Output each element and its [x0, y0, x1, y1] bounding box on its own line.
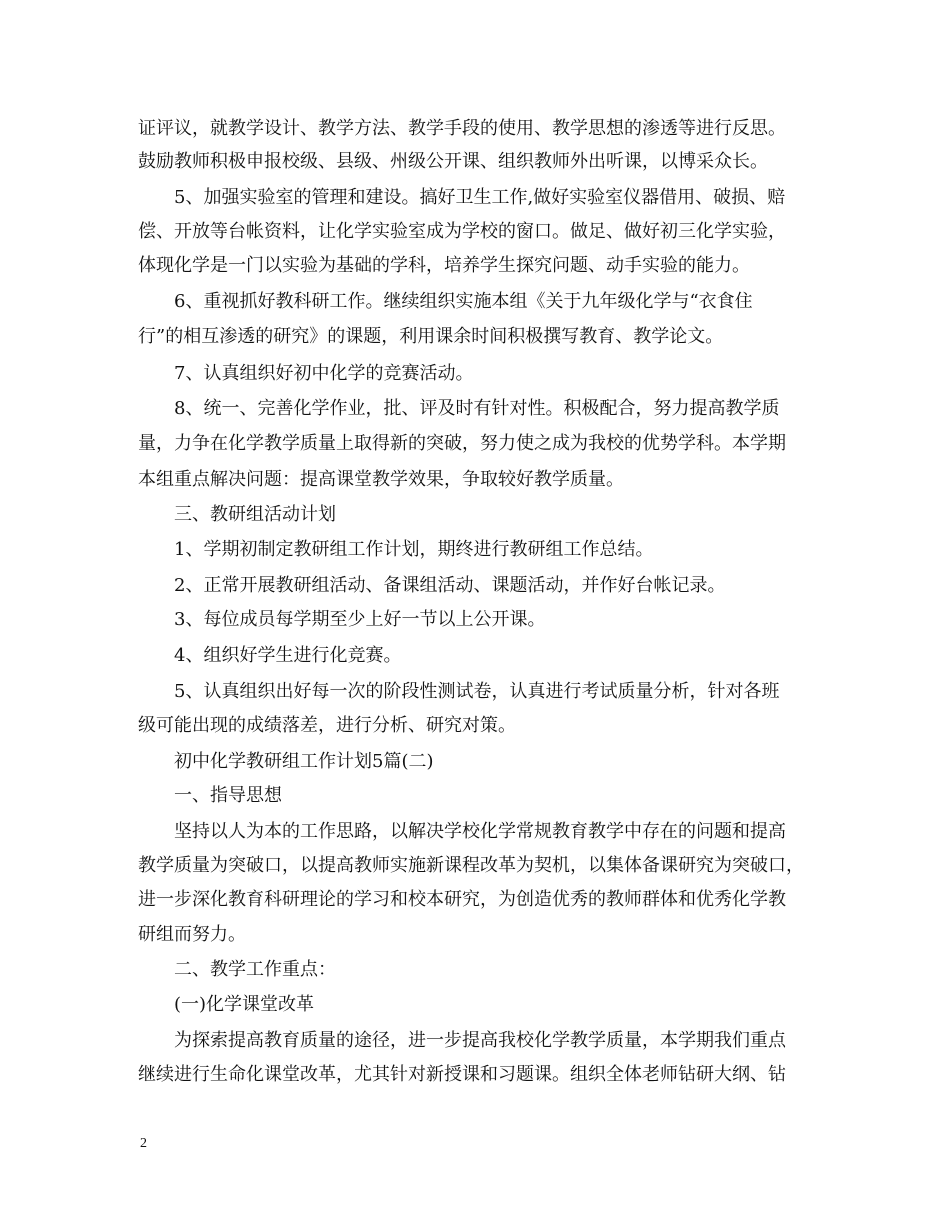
text-line: 研组而努力。 [138, 924, 246, 945]
text-line: 坚持以人为本的工作思路，以解决学校化学常规教育教学中存在的问题和提高 [138, 821, 786, 842]
text-line: 行”的相互渗透的研究》的课题，利用课余时间积极撰写教育、教学论文。 [138, 326, 724, 347]
text-line: 本组重点解决问题：提高课堂教学效果，争取较好教学质量。 [138, 469, 624, 490]
text-line: 继续进行生命化课堂改革，尤其针对新授课和习题课。组织全体老师钻研大纲、钻 [138, 1064, 786, 1085]
text-line: 三、教研组活动计划 [138, 504, 336, 525]
text-line: 4、组织好学生进行化竞赛。 [138, 645, 402, 666]
text-line: 二、教学工作重点： [138, 959, 336, 980]
text-line: 偿、开放等台帐资料，让化学实验室成为学校的窗口。做足、做好初三化学实验， [138, 221, 786, 242]
text-line: 5、加强实验室的管理和建设。搞好卫生工作,做好实验室仪器借用、破损、赔 [138, 187, 786, 208]
text-line: 一、指导思想 [138, 785, 282, 806]
text-line: (一)化学课堂改革 [138, 994, 315, 1015]
text-line: 量，力争在化学教学质量上取得新的突破，努力使之成为我校的优势学科。本学期 [138, 433, 786, 454]
text-line: 鼓励教师积极申报校级、县级、州级公开课、组织教师外出听课，以博采众长。 [138, 151, 768, 172]
text-line: 6、重视抓好教科研工作。继续组织实施本组《关于九年级化学与“衣食住 [138, 291, 753, 312]
text-line: 1、学期初制定教研组工作计划，期终进行教研组工作总结。 [138, 539, 654, 560]
text-line: 教学质量为突破口，以提高教师实施新课程改革为契机，以集体备课研究为突破口， [138, 855, 804, 876]
text-line: 初中化学教研组工作计划5篇(二) [138, 751, 434, 772]
page-number: 2 [140, 1136, 147, 1151]
text-line: 进一步深化教育科研理论的学习和校本研究，为创造优秀的教师群体和优秀化学教 [138, 889, 786, 910]
text-line: 为探索提高教育质量的途径，进一步提高我校化学教学质量，本学期我们重点 [138, 1030, 786, 1051]
text-line: 证评议，就教学设计、教学方法、教学手段的使用、教学思想的渗透等进行反思。 [138, 118, 786, 139]
text-line: 8、统一、完善化学作业，批、评及时有针对性。积极配合，努力提高教学质 [138, 398, 780, 419]
text-line: 5、认真组织出好每一次的阶段性测试卷，认真进行考试质量分析，针对各班 [138, 681, 780, 702]
text-line: 2、正常开展教研组活动、备课组活动、课题活动，并作好台帐记录。 [138, 575, 726, 596]
text-line: 级可能出现的成绩落差，进行分析、研究对策。 [138, 715, 516, 736]
text-line: 7、认真组织好初中化学的竞赛活动。 [138, 363, 474, 384]
text-line: 3、每位成员每学期至少上好一节以上公开课。 [138, 609, 546, 630]
text-line: 体现化学是一门以实验为基础的学科，培养学生探究问题、动手实验的能力。 [138, 255, 750, 276]
